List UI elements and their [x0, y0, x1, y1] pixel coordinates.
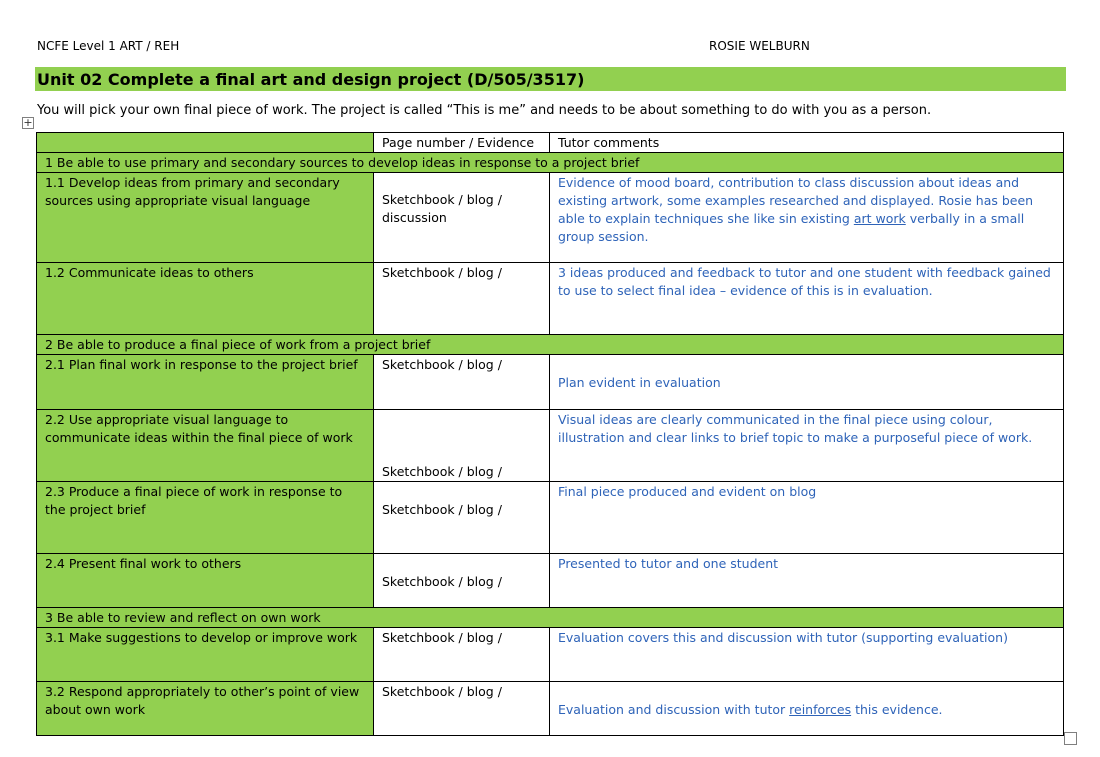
evidence-cell[interactable]	[374, 482, 550, 554]
table-header-row	[37, 133, 1064, 153]
comment-text: Evidence of mood board, contribution to class discussion about ideas and existing artwork, some examples researched and displayed. Rosie has been able to explain techniques she like sin existing	[558, 175, 1034, 226]
tutor-comment-cell[interactable]: 3 ideas produced and feedback to tutor and one student with feedback gained to use to select final idea – evidence of this is in evaluation.	[550, 263, 1064, 335]
student-name: ROSIE WELBURN	[709, 39, 810, 53]
tutor-comment-cell[interactable]	[550, 173, 1064, 263]
section-row	[37, 608, 1064, 628]
tutor-comment-cell[interactable]: Final piece produced and evident on blog	[550, 482, 1064, 554]
comment-underlined: reinforces	[789, 702, 852, 717]
comment-underlined: art work	[853, 211, 906, 226]
evidence-text: Sketchbook / blog / discussion	[382, 192, 502, 225]
criterion-cell: 3.2 Respond appropriately to other’s point of view about own work	[37, 682, 374, 736]
evidence-cell[interactable]: Sketchbook / blog /	[374, 682, 550, 736]
unit-title-bar	[35, 67, 1066, 91]
evidence-text: Sketchbook / blog /	[382, 464, 502, 479]
table-row	[37, 682, 1064, 736]
table-resize-handle-icon[interactable]	[1064, 732, 1077, 745]
criterion-cell: 2.4 Present final work to others	[37, 554, 374, 608]
criterion-cell: 1.1 Develop ideas from primary and secondary sources using appropriate visual language	[37, 173, 374, 263]
table-move-handle-icon[interactable]: +	[23, 116, 33, 129]
tutor-comment-cell[interactable]: Presented to tutor and one student	[550, 554, 1064, 608]
table-row	[37, 355, 1064, 410]
evidence-cell[interactable]	[374, 173, 550, 263]
assessment-table	[36, 132, 1064, 736]
evidence-cell[interactable]	[374, 554, 550, 608]
table-row	[37, 173, 1064, 263]
comment-text: Plan evident in evaluation	[558, 375, 721, 390]
evidence-cell[interactable]: Sketchbook / blog /	[374, 628, 550, 682]
intro-text: You will pick your own final piece of work. The project is called “This is me” and needs to be about something to do with you as a person.	[37, 103, 932, 118]
course-header: NCFE Level 1 ART / REH	[37, 39, 180, 53]
comment-text: Evaluation and discussion with tutor	[558, 702, 790, 717]
table-row	[37, 628, 1064, 682]
section-heading: 3 Be able to review and reflect on own work	[37, 608, 1064, 628]
unit-title: Unit 02 Complete a final art and design project (D/505/3517)	[37, 70, 585, 89]
tutor-comment-cell[interactable]	[550, 355, 1064, 410]
criterion-cell: 3.1 Make suggestions to develop or improve work	[37, 628, 374, 682]
section-row	[37, 153, 1064, 173]
table-row	[37, 554, 1064, 608]
criterion-cell: 2.3 Produce a final piece of work in response to the project brief	[37, 482, 374, 554]
table-row	[37, 263, 1064, 335]
comment-text: verbally in a small group session.	[558, 211, 1025, 244]
evidence-cell[interactable]: Sketchbook / blog /	[374, 263, 550, 335]
criterion-cell: 2.1 Plan final work in response to the project brief	[37, 355, 374, 410]
tutor-comment-cell[interactable]: Visual ideas are clearly communicated in the final piece using colour, illustration and clear links to brief topic to make a purposeful piece of work.	[550, 410, 1064, 482]
comment-wrap	[558, 683, 1056, 719]
criterion-cell: 1.2 Communicate ideas to others	[37, 263, 374, 335]
tutor-comment-cell[interactable]	[550, 682, 1064, 736]
evidence-text: Sketchbook / blog /	[382, 574, 502, 589]
section-heading: 2 Be able to produce a final piece of work from a project brief	[37, 335, 1064, 355]
evidence-text: Sketchbook / blog /	[382, 502, 502, 517]
evidence-cell[interactable]: Sketchbook / blog /	[374, 355, 550, 410]
criterion-cell: 2.2 Use appropriate visual language to communicate ideas within the final piece of work	[37, 410, 374, 482]
header-cell-evidence: Page number / Evidence	[374, 133, 550, 153]
table-row	[37, 482, 1064, 554]
evidence-cell[interactable]	[374, 410, 550, 482]
section-heading: 1 Be able to use primary and secondary sources to develop ideas in response to a project brief	[37, 153, 1064, 173]
header-cell-tutor: Tutor comments	[550, 133, 1064, 153]
tutor-comment-cell[interactable]: Evaluation covers this and discussion with tutor (supporting evaluation)	[550, 628, 1064, 682]
table-row	[37, 410, 1064, 482]
comment-text: this evidence.	[851, 702, 943, 717]
section-row	[37, 335, 1064, 355]
header-cell-criteria	[37, 133, 374, 153]
